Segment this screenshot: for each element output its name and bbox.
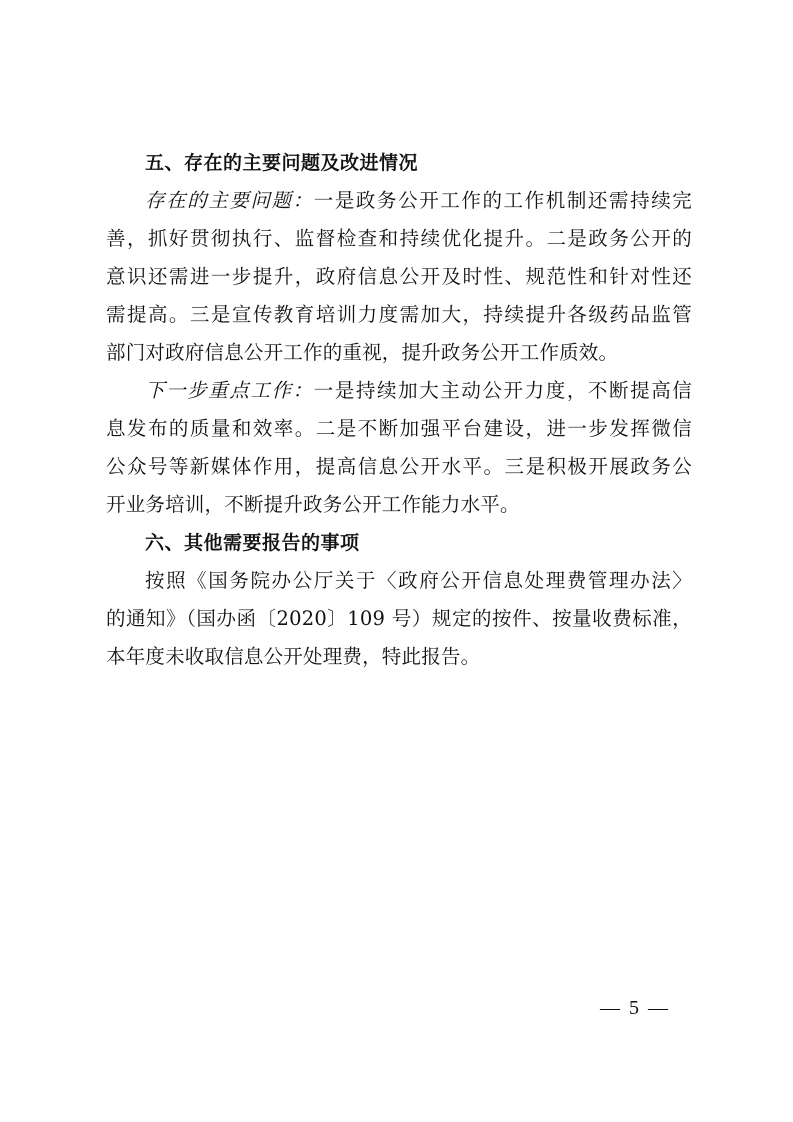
paragraph-line: 的通知》（国办函〔2020〕109 号）规定的按件、按量收费标准， [106, 607, 692, 630]
paragraph-other-matters [106, 562, 692, 676]
paragraph-line-text: 一是持续加大主动公开力度，不断提高信 [313, 379, 692, 402]
paragraph-next-steps [106, 372, 692, 524]
paragraph-lead: 下一步重点工作： [145, 379, 314, 402]
section-heading-five: 五、存在的主要问题及改进情况 [145, 152, 419, 174]
paragraph-line: 需提高。三是宣传教育培训力度需加大，持续提升各级药品监管 [106, 303, 692, 326]
paragraph-line: 意识还需进一步提升，政府信息公开及时性、规范性和针对性还 [106, 265, 692, 288]
paragraph-line: 公众号等新媒体作用，提高信息公开水平。三是积极开展政务公 [106, 455, 692, 478]
paragraph-line [106, 372, 692, 410]
paragraph-line: 善，抓好贯彻执行、监督检查和持续优化提升。二是政务公开的 [106, 227, 692, 250]
paragraph-line: 部门对政府信息公开工作的重视，提升政务公开工作质效。 [106, 341, 619, 364]
paragraph-line-text: 一是政务公开工作的工作机制还需持续完 [313, 189, 692, 212]
paragraph-main-problems [106, 182, 692, 372]
paragraph-lead: 存在的主要问题： [145, 189, 314, 212]
section-heading-six: 六、其他需要报告的事项 [145, 532, 360, 554]
paragraph-line: 按照《国务院办公厅关于〈政府公开信息处理费管理办法〉 [145, 569, 692, 592]
paragraph-line: 本年度未收取信息公开处理费，特此报告。 [106, 645, 481, 668]
paragraph-line: 开业务培训，不断提升政务公开工作能力水平。 [106, 493, 520, 516]
paragraph-line [106, 182, 692, 220]
page-number: — 5 — [600, 997, 670, 1019]
document-body [106, 144, 692, 676]
paragraph-line: 息发布的质量和效率。二是不断加强平台建设，进一步发挥微信 [106, 417, 692, 440]
